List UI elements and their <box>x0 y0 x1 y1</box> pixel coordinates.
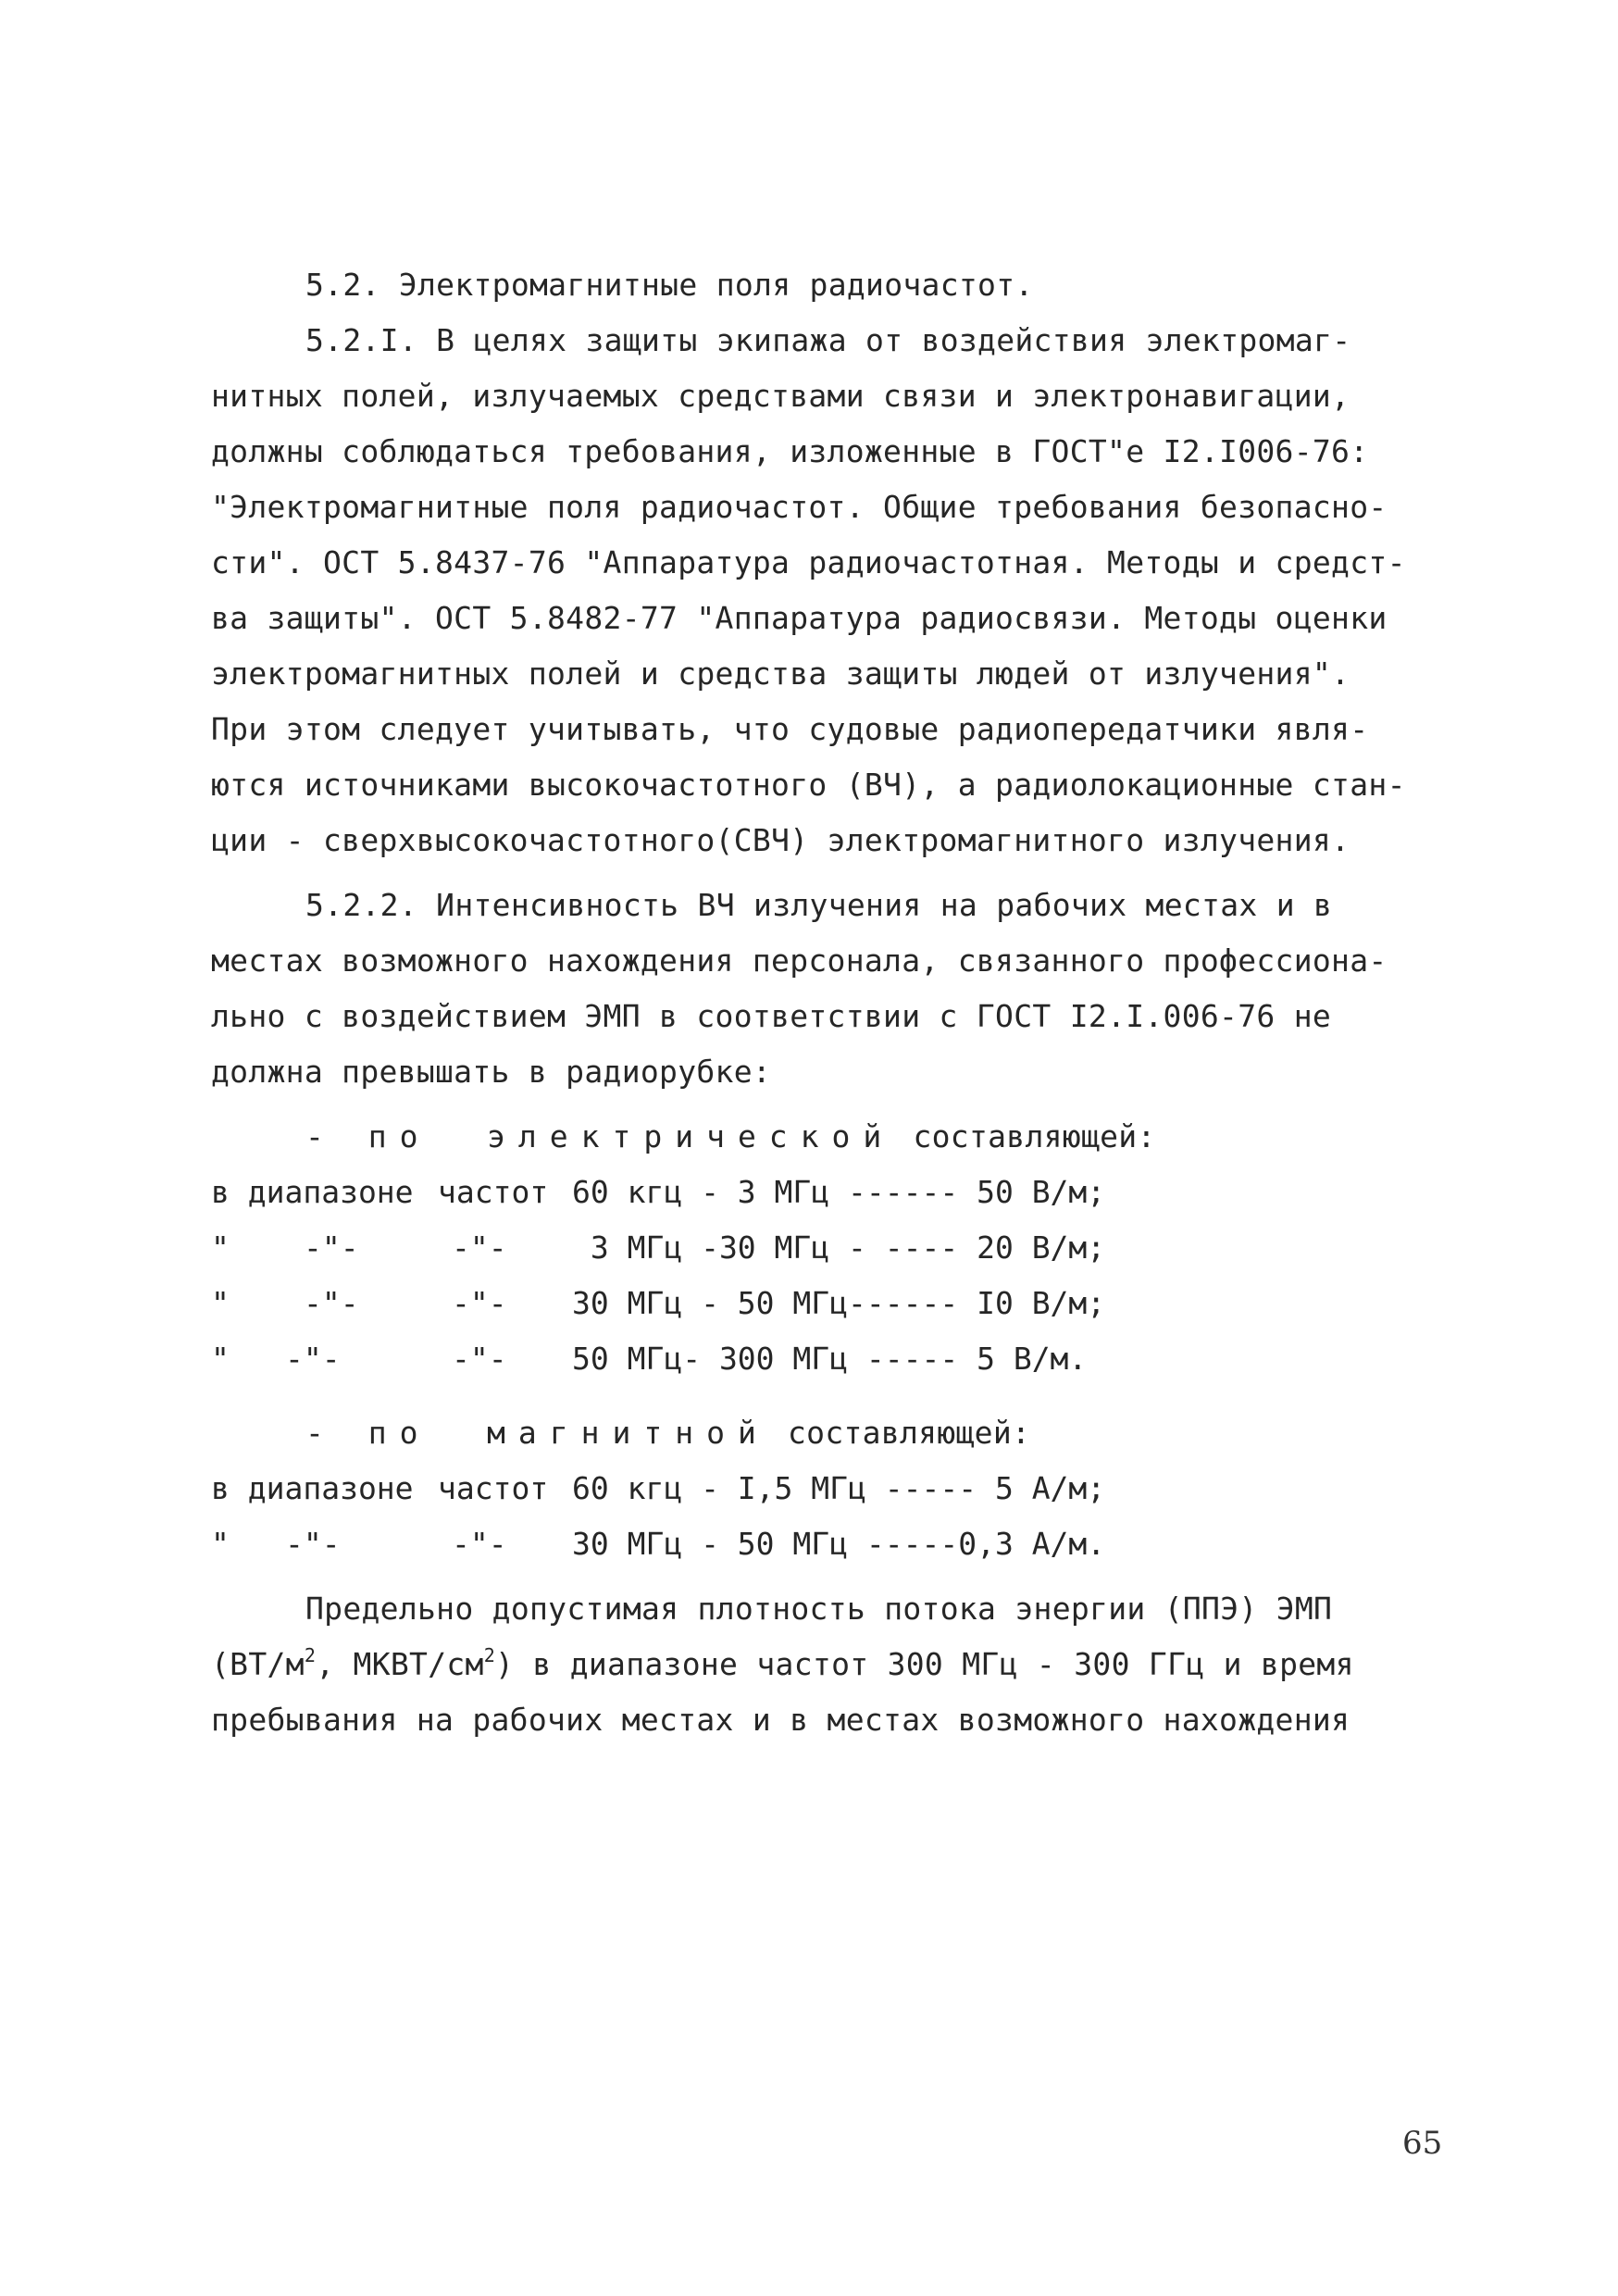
ditto-mark: -"- <box>452 1341 507 1377</box>
text-line: должна превышать в радиорубке: <box>211 1054 772 1090</box>
text-line: 5.2.2. Интенсивность ВЧ излучения на рабочих местах и в <box>305 887 1333 923</box>
heading-spaced-word: магнитной <box>487 1415 769 1451</box>
table-row <box>211 1526 1106 1563</box>
limit-value: 30 МГц - 50 МГц------ I0 В/м; <box>572 1285 1106 1321</box>
text-line: Предельно допустимая плотность потока энергии (ППЭ) ЭМП <box>305 1591 1333 1627</box>
limit-value: 30 МГц - 50 МГц -----0,3 А/м. <box>572 1526 1106 1562</box>
ditto-mark: -"- <box>285 1526 341 1562</box>
table-row <box>211 1229 1106 1267</box>
heading-prefix: - по <box>305 1415 431 1451</box>
magnetic-component-heading <box>305 1415 1030 1452</box>
text-line: "Электромагнитные поля радиочастот. Общие требования безопасно- <box>211 489 1388 525</box>
unit-text: , МКВТ/см <box>316 1646 484 1682</box>
text-line: пребывания на рабочих местах и в местах возможного нахождения <box>211 1702 1350 1738</box>
heading-spaced-word: электрической <box>487 1118 895 1154</box>
text-line: должны соблюдаться требования, изложенные в ГОСТ"е I2.I006-76: <box>211 433 1369 469</box>
section-title: 5.2. Электромагнитные поля радиочастот. <box>305 267 1034 303</box>
text-line: ются источниками высокочастотного (ВЧ), а радиолокационные стан- <box>211 767 1406 803</box>
freq-label: частот <box>438 1174 549 1210</box>
heading-suffix: составляющей: <box>787 1415 1031 1451</box>
limit-value: 60 кгц - I,5 МГц ----- 5 А/м; <box>572 1470 1106 1506</box>
ditto-mark: -"- <box>452 1526 507 1562</box>
table-row <box>211 1341 1088 1378</box>
superscript: 2 <box>483 1644 496 1666</box>
limit-value: 3 МГц -30 МГц - ---- 20 В/м; <box>572 1229 1106 1266</box>
ditto-mark: " <box>211 1229 230 1266</box>
text-line-with-superscripts <box>211 1646 1354 1683</box>
ditto-mark: " <box>211 1526 230 1562</box>
text-line: льно с воздействием ЭМП в соответствии с ГОСТ I2.I.006-76 не <box>211 998 1332 1034</box>
ditto-mark: -"- <box>304 1285 359 1321</box>
table-row <box>211 1174 1106 1211</box>
limit-value: 60 кгц - 3 МГц ------ 50 В/м; <box>572 1174 1106 1210</box>
text-line: сти". ОСТ 5.8437-76 "Аппаратура радиочастотная. Методы и средст- <box>211 544 1406 580</box>
text-line: местах возможного нахождения персонала, связанного профессиона- <box>211 942 1388 979</box>
superscript: 2 <box>304 1644 317 1666</box>
text-continuation: ) в диапазоне частот 300 МГц - 300 ГГц и время <box>495 1646 1354 1682</box>
text-line: нитных полей, излучаемых средствами связи и электронавигации, <box>211 378 1350 414</box>
freq-label: частот <box>438 1470 549 1506</box>
text-line: ва защиты". ОСТ 5.8482-77 "Аппаратура радиосвязи. Методы оценки <box>211 600 1388 636</box>
limit-value: 50 МГц- 300 МГц ----- 5 В/м. <box>572 1341 1088 1377</box>
ditto-mark: " <box>211 1341 230 1377</box>
page-number: 65 <box>1402 2125 1443 2162</box>
heading-prefix: - по <box>305 1118 431 1154</box>
ditto-mark: " <box>211 1285 230 1321</box>
unit-text: (ВТ/м <box>211 1646 305 1682</box>
ditto-mark: -"- <box>452 1229 507 1266</box>
text-line: 5.2.I. В целях защиты экипажа от воздействия электромаг- <box>305 322 1351 358</box>
electric-component-heading <box>305 1118 1156 1155</box>
ditto-mark: -"- <box>452 1285 507 1321</box>
table-row <box>211 1285 1106 1322</box>
text-line: При этом следует учитывать, что судовые радиопередатчики явля- <box>211 711 1369 747</box>
range-label: в диапазоне <box>211 1174 414 1210</box>
range-label: в диапазоне <box>211 1470 414 1506</box>
text-line: ции - сверхвысокочастотного(СВЧ) электромагнитного излучения. <box>211 822 1350 858</box>
text-line: электромагнитных полей и средства защиты людей от излучения". <box>211 655 1350 692</box>
ditto-mark: -"- <box>304 1229 359 1266</box>
table-row <box>211 1470 1106 1507</box>
ditto-mark: -"- <box>285 1341 341 1377</box>
heading-suffix: составляющей: <box>913 1118 1156 1154</box>
